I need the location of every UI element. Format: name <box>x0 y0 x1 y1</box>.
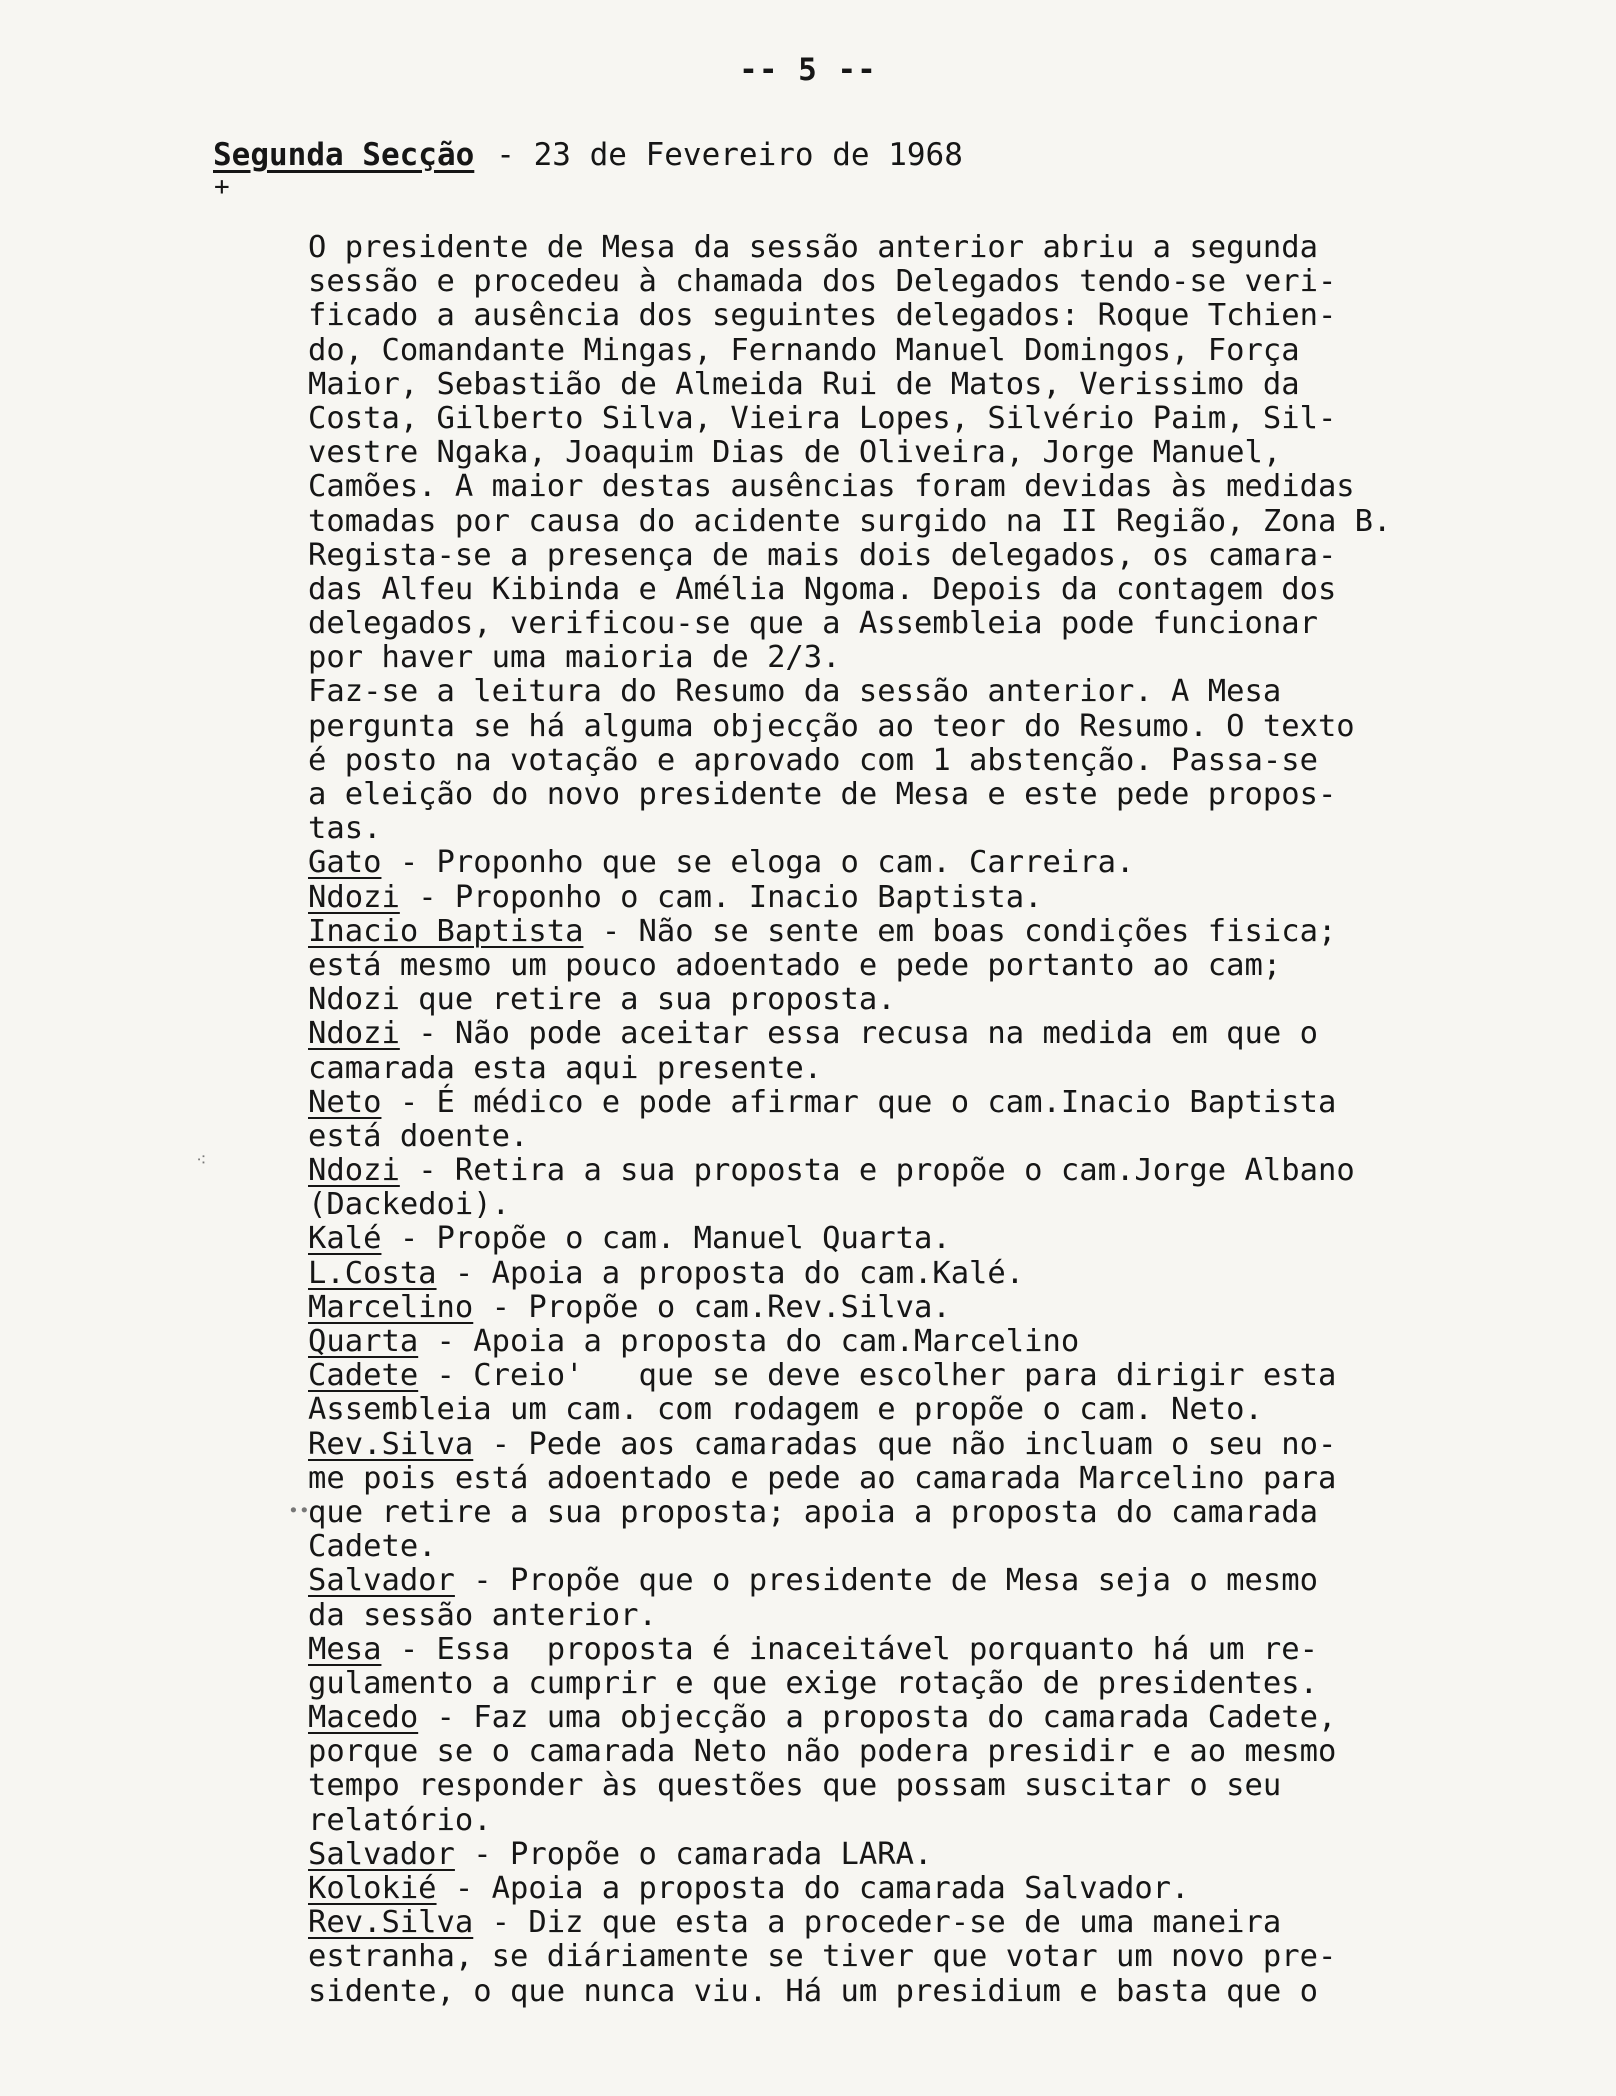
text-line <box>308 1188 1468 1222</box>
text-line <box>308 710 1468 744</box>
margin-speck: ⁖ <box>196 1150 207 1171</box>
speech-line <box>308 1017 1468 1051</box>
line-text: - Propõe o cam. Manuel Quarta. <box>381 1221 951 1257</box>
text-line <box>308 1530 1468 1564</box>
text-line <box>308 573 1468 607</box>
speech-line <box>308 1838 1468 1872</box>
speaker-name: Salvador <box>308 1563 455 1599</box>
margin-cross-mark: + <box>214 172 230 202</box>
speaker-name: Gato <box>308 845 382 881</box>
text-line <box>308 1120 1468 1154</box>
text-line <box>308 334 1468 368</box>
line-text: - Diz que esta a proceder-se de uma maneira <box>473 1905 1282 1941</box>
line-text: Cadete. <box>308 1529 437 1565</box>
line-text: sidente, o que nunca viu. Há um presidium e basta que o <box>308 1973 1318 2009</box>
line-text: - Não pode aceitar essa recusa na medida em que o <box>399 1016 1318 1052</box>
speaker-name: Kolokié <box>308 1871 437 1906</box>
speaker-name: Kalé <box>308 1221 382 1257</box>
line-text: tempo responder às questões que possam suscitar o seu <box>308 1768 1282 1804</box>
line-text: por haver uma maioria de 2/3. <box>308 640 841 676</box>
text-line <box>308 1496 1468 1530</box>
text-line <box>308 231 1468 265</box>
speech-line <box>308 1872 1468 1906</box>
text-line <box>308 983 1468 1017</box>
line-text: da sessão anterior. <box>308 1597 657 1633</box>
speaker-name: Ndozi <box>308 1016 400 1052</box>
speaker-name: Neto <box>308 1084 382 1120</box>
line-text: Camões. A maior destas ausências foram devidas às medidas <box>308 469 1355 505</box>
line-text: tomadas por causa do acidente surgido na II Região, Zona B. <box>308 503 1392 539</box>
line-text: - Proponho o cam. Inacio Baptista. <box>399 879 1043 915</box>
text-line <box>308 812 1468 846</box>
text-line <box>308 778 1468 812</box>
speaker-name: Cadete <box>308 1358 419 1394</box>
text-line <box>308 1667 1468 1701</box>
speaker-name: Inacio Baptista <box>308 913 584 949</box>
speech-line <box>308 1633 1468 1667</box>
text-line <box>308 265 1468 299</box>
section-title: Segunda Secção <box>213 137 475 173</box>
text-line <box>308 368 1468 402</box>
text-line <box>308 607 1468 641</box>
minutes-body <box>308 231 1468 2009</box>
line-text: - Retira a sua proposta e propõe o cam.Jorge Albano <box>399 1153 1355 1189</box>
line-text: - Não se sente em boas condições fisica; <box>583 913 1337 949</box>
line-text: - Creio' que se deve escolher para dirigir esta <box>418 1358 1337 1394</box>
line-text: gulamento a cumprir e que exige rotação de presidentes. <box>308 1665 1318 1701</box>
line-text: camarada esta aqui presente. <box>308 1050 823 1086</box>
line-text: porque se o camarada Neto não podera presidir e ao mesmo <box>308 1734 1337 1770</box>
line-text: Costa, Gilberto Silva, Vieira Lopes, Silvério Paim, Sil- <box>308 400 1337 436</box>
text-line <box>308 505 1468 539</box>
speech-line <box>308 1564 1468 1598</box>
line-text: - Pede aos camaradas que não incluam o seu no- <box>473 1426 1337 1462</box>
speech-line <box>308 1257 1468 1291</box>
line-text: O presidente de Mesa da sessão anterior abriu a segunda <box>308 230 1318 265</box>
line-text: Assembleia um cam. com rodagem e propõe o cam. Neto. <box>308 1392 1263 1428</box>
speech-line <box>308 1428 1468 1462</box>
speech-line <box>308 1325 1468 1359</box>
line-text: - Apoia a proposta do camarada Salvador. <box>436 1871 1190 1906</box>
line-text: - Apoia a proposta do cam.Marcelino <box>418 1324 1080 1359</box>
speaker-name: Quarta <box>308 1324 419 1359</box>
session-date: - 23 de Fevereiro de 1968 <box>496 137 963 173</box>
text-line <box>308 539 1468 573</box>
line-text: está mesmo um pouco adoentado e pede portanto ao cam; <box>308 947 1282 983</box>
text-line <box>308 1804 1468 1838</box>
speaker-name: Rev.Silva <box>308 1905 474 1941</box>
line-text: Faz-se a leitura do Resumo da sessão anterior. A Mesa <box>308 674 1282 710</box>
speech-line <box>308 846 1468 880</box>
speech-line <box>308 881 1468 915</box>
text-line <box>308 1975 1468 2009</box>
speaker-name: Macedo <box>308 1700 419 1736</box>
text-line <box>308 1393 1468 1427</box>
speaker-name: Rev.Silva <box>308 1426 474 1462</box>
speech-line <box>308 1701 1468 1735</box>
line-text: do, Comandante Mingas, Fernando Manuel Domingos, Força <box>308 332 1300 368</box>
speaker-name: Ndozi <box>308 879 400 915</box>
line-text: ficado a ausência dos seguintes delegados: Roque Tchien- <box>308 298 1337 334</box>
text-line <box>308 1940 1468 1974</box>
line-text: sessão e procedeu à chamada dos Delegados tendo-se veri- <box>308 264 1337 300</box>
page-number: -- 5 -- <box>739 52 877 88</box>
text-line <box>308 1735 1468 1769</box>
line-text: (Dackedoi). <box>308 1187 510 1223</box>
text-line <box>308 1599 1468 1633</box>
line-text: estranha, se diáriamente se tiver que votar um novo pre- <box>308 1939 1337 1975</box>
line-text: me pois está adoentado e pede ao camarada Marcelino para <box>308 1460 1337 1496</box>
line-text: - Propõe que o presidente de Mesa seja o mesmo <box>454 1563 1318 1599</box>
text-line <box>308 299 1468 333</box>
text-line <box>308 641 1468 675</box>
line-text: das Alfeu Kibinda e Amélia Ngoma. Depois da contagem dos <box>308 571 1337 607</box>
line-text: - Faz uma objecção a proposta do camarada Cadete, <box>418 1700 1337 1736</box>
line-text: está doente. <box>308 1118 529 1154</box>
line-text: - Essa proposta é inaceitável porquanto há um re- <box>381 1631 1318 1667</box>
margin-speck: ∙∙ <box>288 1500 310 1521</box>
line-text: Ndozi que retire a sua proposta. <box>308 982 896 1018</box>
line-text: pergunta se há alguma objecção ao teor do Resumo. O texto <box>308 708 1355 744</box>
speaker-name: Salvador <box>308 1836 455 1872</box>
line-text: - É médico e pode afirmar que o cam.Inacio Baptista <box>381 1084 1337 1120</box>
speaker-name: Mesa <box>308 1631 382 1667</box>
speaker-name: Ndozi <box>308 1153 400 1189</box>
speaker-name: L.Costa <box>308 1255 437 1291</box>
line-text: a eleição do novo presidente de Mesa e este pede propos- <box>308 777 1337 812</box>
speech-line <box>308 915 1468 949</box>
text-line <box>308 744 1468 778</box>
line-text: é posto na votação e aprovado com 1 abstenção. Passa-se <box>308 742 1318 778</box>
line-text: relatório. <box>308 1802 492 1838</box>
speaker-name: Marcelino <box>308 1289 474 1325</box>
speech-line <box>308 1154 1468 1188</box>
text-line <box>308 1052 1468 1086</box>
speech-line <box>308 1222 1468 1256</box>
text-line <box>308 436 1468 470</box>
line-text: - Apoia a proposta do cam.Kalé. <box>436 1255 1025 1291</box>
line-text: - Propõe o cam.Rev.Silva. <box>473 1289 951 1325</box>
line-text: Regista-se a presença de mais dois delegados, os camara- <box>308 537 1337 573</box>
speech-line <box>308 1906 1468 1940</box>
text-line <box>308 402 1468 436</box>
speech-line <box>308 1291 1468 1325</box>
speech-line <box>308 1086 1468 1120</box>
text-line <box>308 1462 1468 1496</box>
line-text: tas. <box>308 811 382 847</box>
line-text: que retire a sua proposta; apoia a proposta do camarada <box>308 1494 1318 1530</box>
line-text: - Proponho que se eloga o cam. Carreira. <box>381 845 1135 881</box>
line-text: delegados, verificou-se que a Assembleia pode funcionar <box>308 606 1318 642</box>
speech-line <box>308 1359 1468 1393</box>
text-line <box>308 1769 1468 1803</box>
line-text: - Propõe o camarada LARA. <box>454 1836 933 1872</box>
text-line <box>308 470 1468 504</box>
text-line <box>308 675 1468 709</box>
line-text: vestre Ngaka, Joaquim Dias de Oliveira, Jorge Manuel, <box>308 435 1282 471</box>
text-line <box>308 949 1468 983</box>
section-heading <box>213 137 963 173</box>
line-text: Maior, Sebastião de Almeida Rui de Matos, Verissimo da <box>308 366 1300 402</box>
